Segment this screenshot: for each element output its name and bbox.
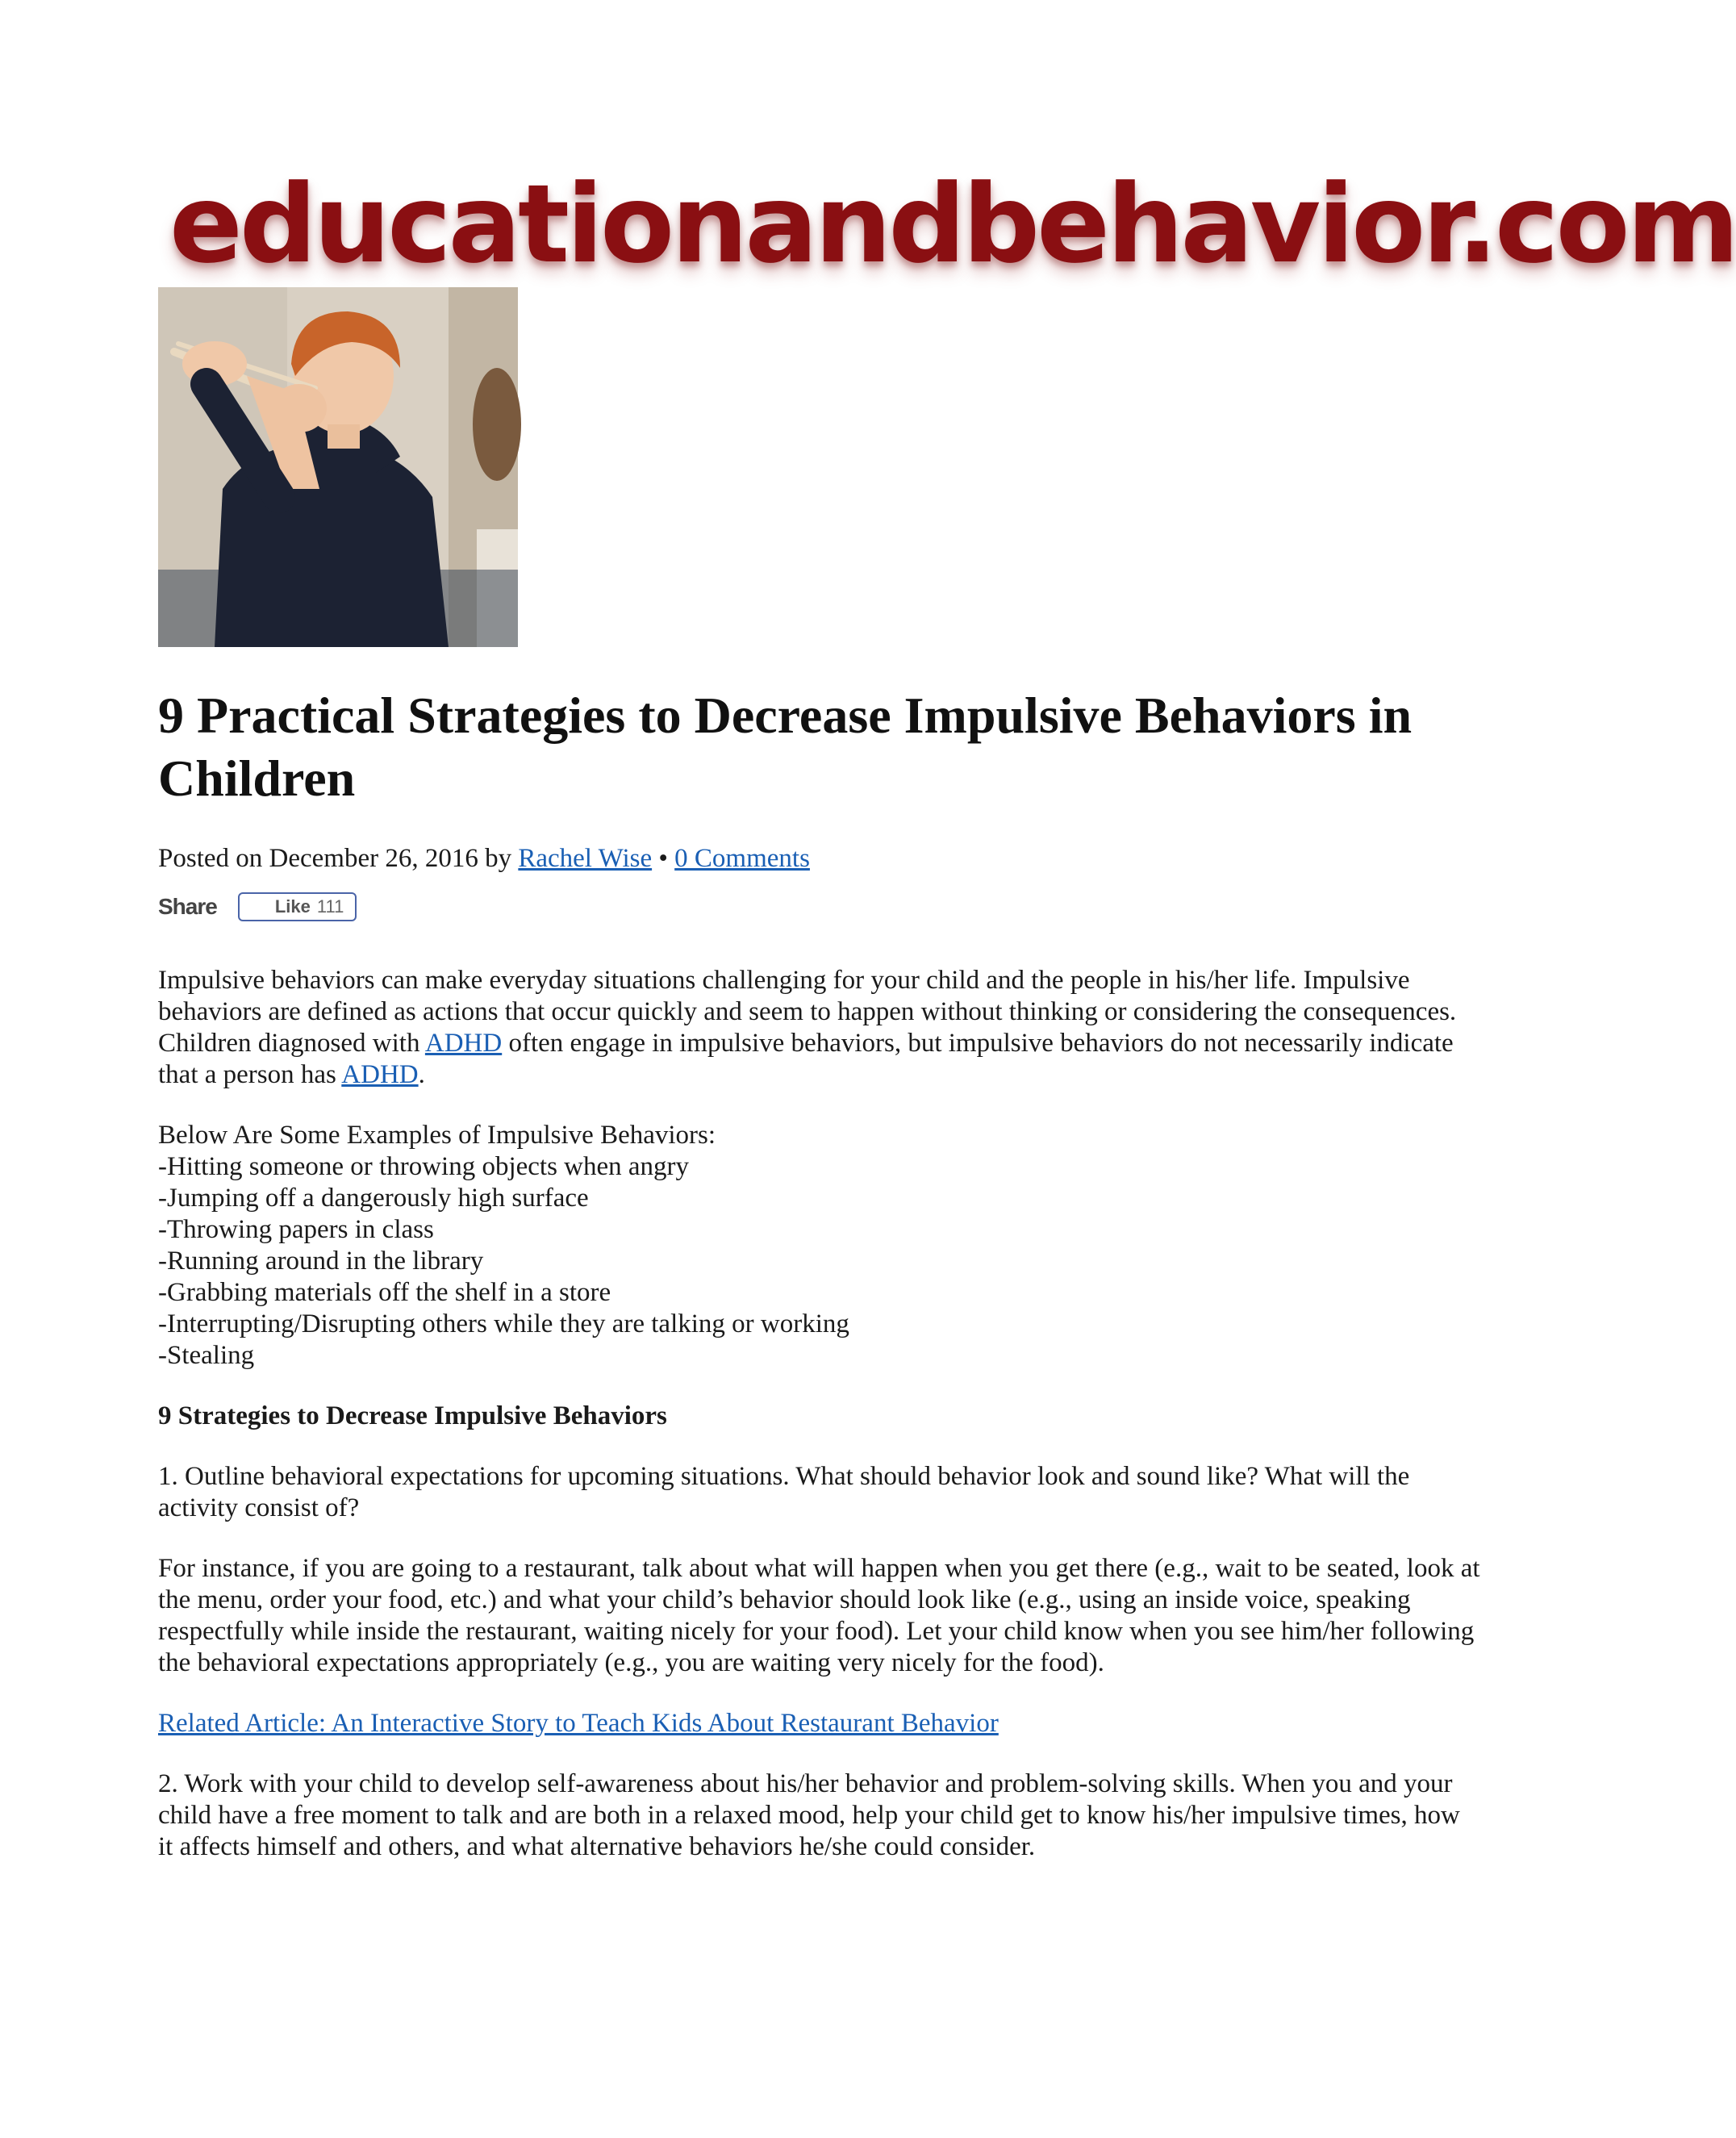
strategy-2: 2. Work with your child to develop self-awareness about his/her behavior and problem-solving skills. When you and your child have a free moment to talk and are both in a relaxed mood, help your child get to know his/her impulsive times, how it affects himself and others, and what alternative behaviors he/she could consider. [158, 1769, 1460, 1861]
article-photo [158, 287, 518, 647]
page-content [158, 161, 1736, 1863]
examples-list [158, 1120, 1481, 1372]
share-button[interactable]: Share [158, 894, 217, 919]
like-button[interactable] [238, 892, 357, 921]
adhd-link-1[interactable]: ADHD [424, 1029, 503, 1058]
strategy-1-detail: For instance, if you are going to a restaurant, talk about what will happen when you get there (e.g., wait to be seated, look at the menu, order your food, etc.) and what your child’s behavior should look like (e.g., using an inside voice, speaking respectfully while inside the restaurant, waiting nicely for your food). Let your child know when you see him/her following the behavioral expectations appropriately (e.g., you are waiting very nicely for the food). [158, 1554, 1480, 1677]
list-item: -Hitting someone or throwing objects when angry [158, 1152, 690, 1181]
list-item: -Stealing [158, 1341, 255, 1370]
comments-link[interactable]: 0 Comments [674, 844, 810, 873]
posted-date-text: Posted on December 26, 2016 by [158, 844, 519, 873]
site-logo-text: educationandbehavior.com [169, 161, 1736, 287]
list-item: -Running around in the library [158, 1246, 484, 1276]
intro-text-3: . [418, 1060, 425, 1089]
child-photo-illustration [158, 287, 518, 647]
intro-text-1: Impulsive behaviors can make everyday situations challenging for your child and the people in his/her life. Impulsive behaviors are defined as actions that occur quickly and seem to happen without thinking or considering the consequences. Children diagnosed with [158, 966, 1457, 1058]
related-article-link[interactable]: Related Article: An Interactive Story to Teach Kids About Restaurant Behavior [158, 1709, 999, 1738]
list-item: -Throwing papers in class [158, 1215, 434, 1244]
like-count: 111 [316, 896, 344, 917]
social-share-row [158, 889, 1481, 925]
intro-text-2: often engage in impulsive behaviors, but impulsive behaviors do not necessarily indicate that a person has [158, 1029, 1454, 1089]
list-item: -Jumping off a dangerously high surface [158, 1184, 589, 1213]
intro-paragraph [158, 965, 1481, 1091]
related-article-paragraph [158, 1708, 1481, 1739]
author-link[interactable]: Rachel Wise [518, 844, 653, 873]
strategy-1: 1. Outline behavioral expectations for upcoming situations. What should behavior look and sound like? What will the activity consist of? [158, 1462, 1410, 1522]
like-label: Like [274, 896, 311, 917]
article-title: 9 Practical Strategies to Decrease Impulsive Behaviors in Children [158, 687, 1413, 807]
list-item: -Interrupting/Disrupting others while they are talking or working [158, 1309, 849, 1338]
examples-heading: Below Are Some Examples of Impulsive Behaviors: [158, 1121, 716, 1150]
adhd-link-2[interactable]: ADHD [341, 1060, 419, 1089]
meta-separator: • [652, 844, 675, 873]
site-logo[interactable] [158, 161, 1736, 287]
list-item: -Grabbing materials off the shelf in a store [158, 1278, 611, 1307]
post-meta [158, 842, 1481, 875]
strategies-heading: 9 Strategies to Decrease Impulsive Behaviors [158, 1401, 667, 1430]
